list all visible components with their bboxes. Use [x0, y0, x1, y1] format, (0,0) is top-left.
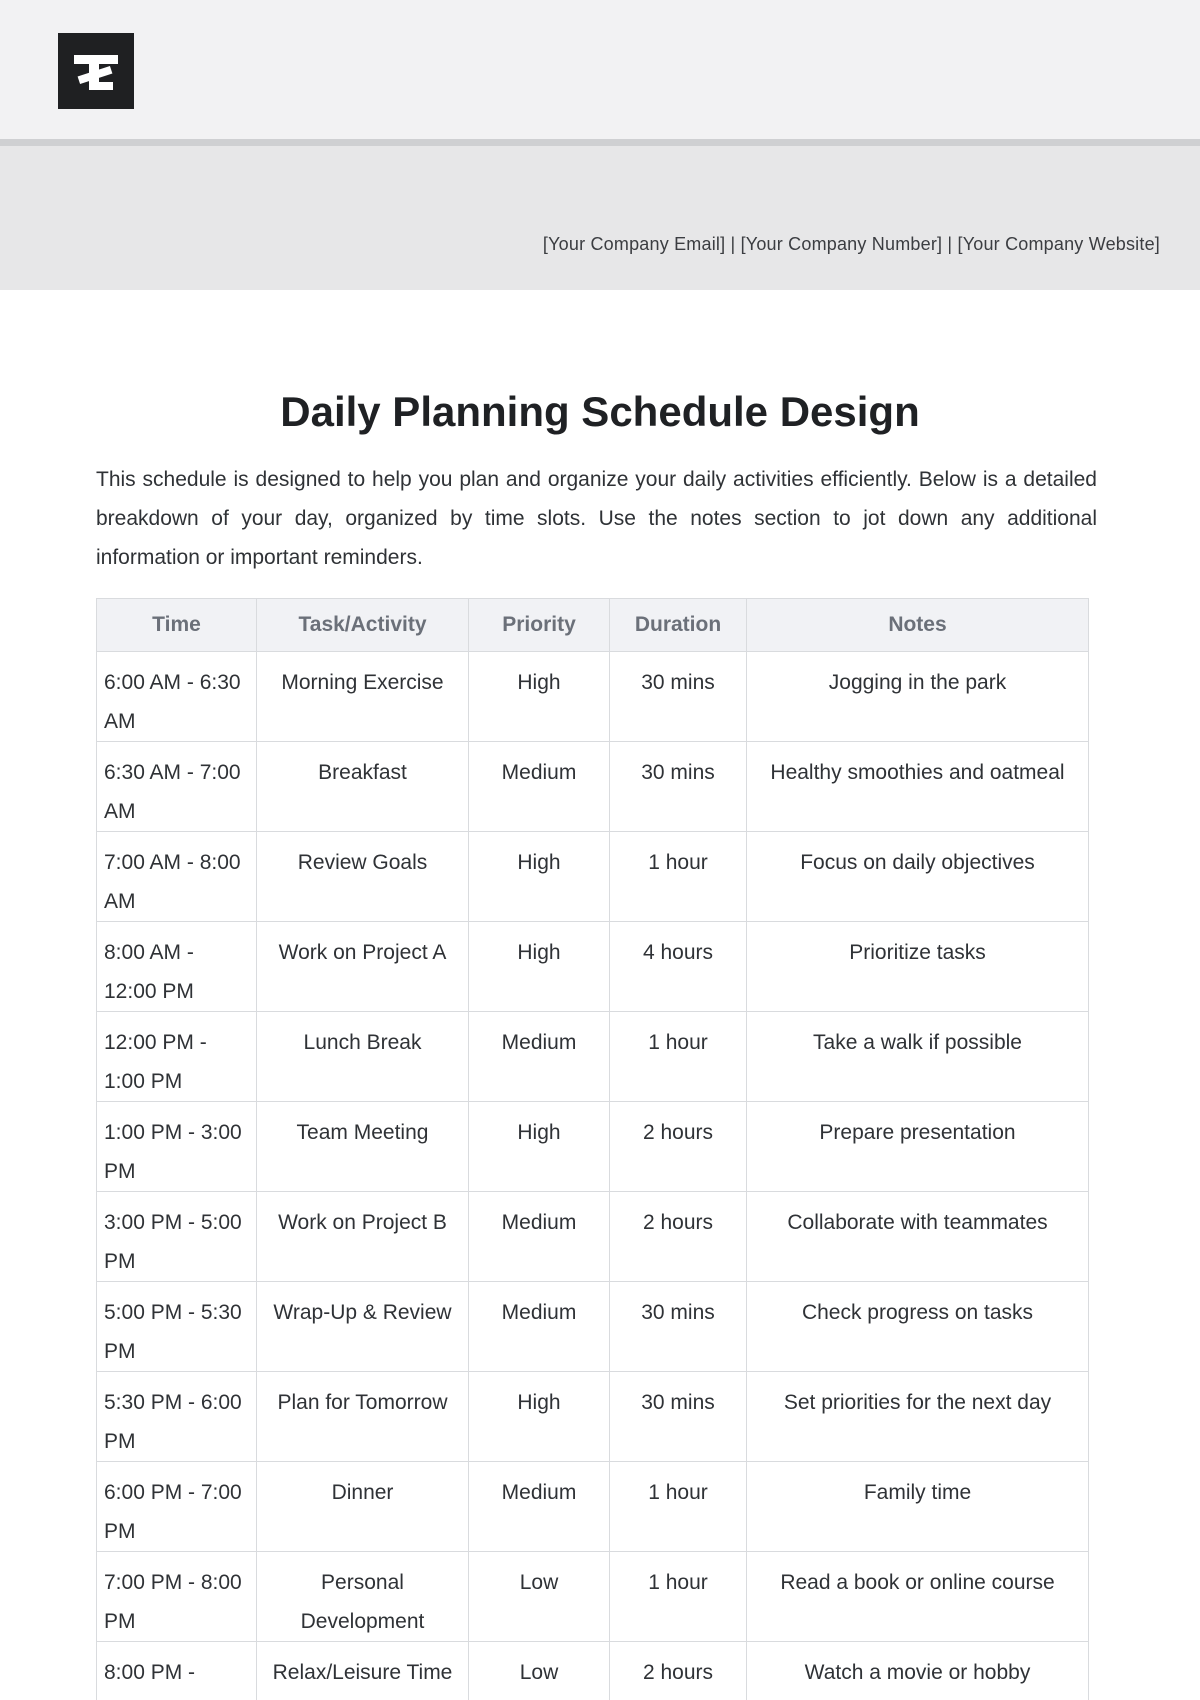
cell-duration: 2 hours: [610, 1102, 747, 1192]
cell-duration: 1 hour: [610, 1552, 747, 1642]
table-row: [97, 1282, 1089, 1372]
cell-task: Work on Project A: [257, 922, 469, 1012]
cell-duration: 30 mins: [610, 742, 747, 832]
table-row: [97, 832, 1089, 922]
cell-task: Plan for Tomorrow: [257, 1372, 469, 1462]
cell-priority: Low: [469, 1642, 610, 1700]
table-row: [97, 1192, 1089, 1282]
cell-notes: Take a walk if possible: [747, 1012, 1089, 1102]
cell-notes: Healthy smoothies and oatmeal: [747, 742, 1089, 832]
cell-duration: 30 mins: [610, 1372, 747, 1462]
cell-task: Work on Project B: [257, 1192, 469, 1282]
cell-time: 8:00 PM -: [97, 1642, 257, 1700]
company-contact-line: [Your Company Email] | [Your Company Number] | [Your Company Website]: [542, 234, 1160, 254]
cell-duration: 30 mins: [610, 1282, 747, 1372]
cell-task: Review Goals: [257, 832, 469, 922]
cell-notes: Prioritize tasks: [747, 922, 1089, 1012]
cell-task: Team Meeting: [257, 1102, 469, 1192]
cell-notes: Focus on daily objectives: [747, 832, 1089, 922]
cell-notes: Family time: [747, 1462, 1089, 1552]
cell-priority: High: [469, 652, 610, 742]
cell-notes: Set priorities for the next day: [747, 1372, 1089, 1462]
cell-priority: High: [469, 1372, 610, 1462]
cell-time: 12:00 PM - 1:00 PM: [97, 1012, 257, 1102]
cell-duration: 2 hours: [610, 1192, 747, 1282]
header-divider: [0, 139, 1200, 146]
cell-priority: Medium: [469, 1282, 610, 1372]
header-bottom-band: [0, 146, 1200, 290]
cell-priority: Low: [469, 1552, 610, 1642]
cell-notes: Jogging in the park: [747, 652, 1089, 742]
cell-time: 8:00 AM - 12:00 PM: [97, 922, 257, 1012]
table-row: [97, 1372, 1089, 1462]
column-header-time: Time: [97, 599, 257, 652]
cell-task: Breakfast: [257, 742, 469, 832]
cell-duration: 2 hours: [610, 1642, 747, 1700]
header-top-band: [0, 0, 1200, 139]
table-row: [97, 1012, 1089, 1102]
cell-time: 6:30 AM - 7:00 AM: [97, 742, 257, 832]
cell-task: Relax/Leisure Time: [257, 1642, 469, 1700]
cell-duration: 1 hour: [610, 1012, 747, 1102]
cell-duration: 1 hour: [610, 832, 747, 922]
cell-notes: Watch a movie or hobby: [747, 1642, 1089, 1700]
column-header-task: Task/Activity: [257, 599, 469, 652]
cell-priority: Medium: [469, 1462, 610, 1552]
cell-time: 3:00 PM - 5:00 PM: [97, 1192, 257, 1282]
cell-task: Personal Development: [257, 1552, 469, 1642]
cell-time: 6:00 AM - 6:30 AM: [97, 652, 257, 742]
column-header-notes: Notes: [747, 599, 1089, 652]
table-row: [97, 1642, 1089, 1700]
cell-duration: 30 mins: [610, 652, 747, 742]
cell-priority: Medium: [469, 742, 610, 832]
cell-time: 7:00 AM - 8:00 AM: [97, 832, 257, 922]
cell-time: 6:00 PM - 7:00 PM: [97, 1462, 257, 1552]
cell-notes: Collaborate with teammates: [747, 1192, 1089, 1282]
cell-duration: 4 hours: [610, 922, 747, 1012]
cell-task: Dinner: [257, 1462, 469, 1552]
column-header-duration: Duration: [610, 599, 747, 652]
cell-priority: High: [469, 922, 610, 1012]
cell-time: 7:00 PM - 8:00 PM: [97, 1552, 257, 1642]
table-row: [97, 1552, 1089, 1642]
cell-task: Lunch Break: [257, 1012, 469, 1102]
cell-notes: Check progress on tasks: [747, 1282, 1089, 1372]
cell-task: Wrap-Up & Review: [257, 1282, 469, 1372]
brand-logo-icon: [58, 33, 134, 109]
cell-time: 5:30 PM - 6:00 PM: [97, 1372, 257, 1462]
cell-priority: Medium: [469, 1192, 610, 1282]
intro-paragraph: This schedule is designed to help you plan and organize your daily activities efficiently. Below is a detailed breakdown of your day, organized by time slots. Use the notes section to jot down any additional information or important reminders.: [96, 468, 1097, 569]
cell-task: Morning Exercise: [257, 652, 469, 742]
schedule-table-container: [96, 598, 1088, 1700]
table-header-row: [97, 599, 1089, 652]
cell-time: 1:00 PM - 3:00 PM: [97, 1102, 257, 1192]
column-header-priority: Priority: [469, 599, 610, 652]
cell-priority: Medium: [469, 1012, 610, 1102]
cell-time: 5:00 PM - 5:30 PM: [97, 1282, 257, 1372]
table-row: [97, 922, 1089, 1012]
page-title: Daily Planning Schedule Design: [280, 388, 920, 435]
cell-priority: High: [469, 832, 610, 922]
cell-duration: 1 hour: [610, 1462, 747, 1552]
schedule-table: [96, 598, 1089, 1700]
cell-notes: Read a book or online course: [747, 1552, 1089, 1642]
table-row: [97, 652, 1089, 742]
table-row: [97, 1102, 1089, 1192]
table-row: [97, 1462, 1089, 1552]
cell-notes: Prepare presentation: [747, 1102, 1089, 1192]
table-row: [97, 742, 1089, 832]
cell-priority: High: [469, 1102, 610, 1192]
